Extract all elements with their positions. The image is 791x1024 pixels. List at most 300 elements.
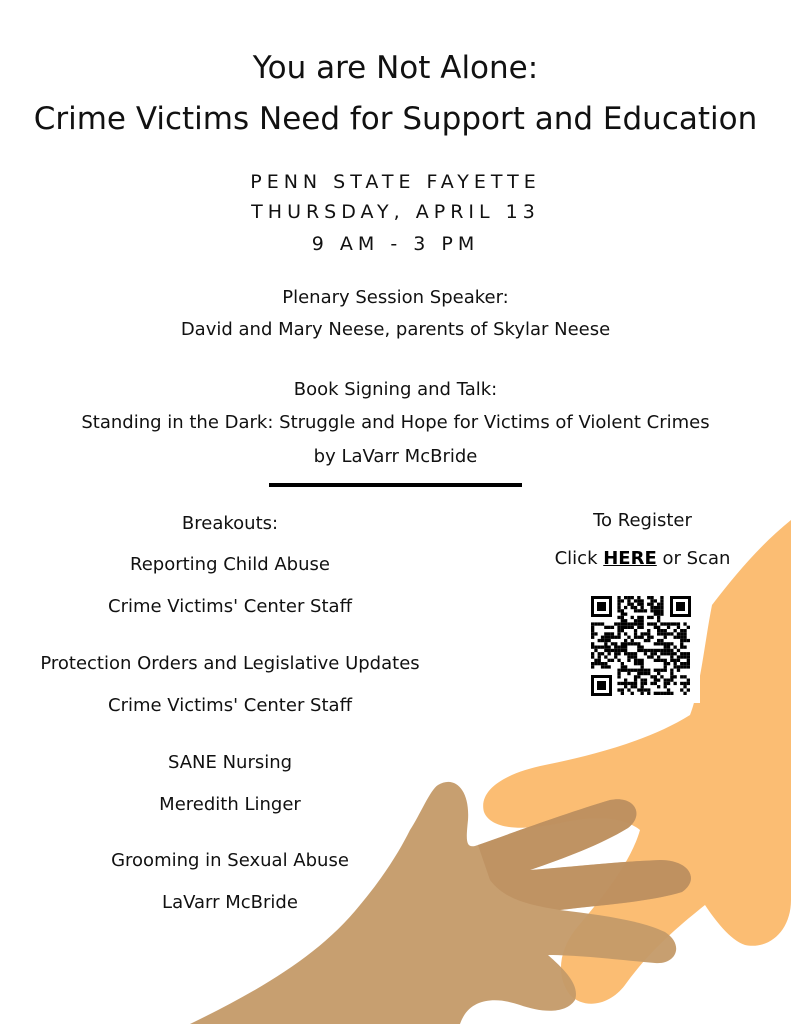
qr-module xyxy=(670,672,673,675)
qr-module xyxy=(634,629,637,632)
qr-module xyxy=(687,688,690,691)
qr-module xyxy=(594,659,597,662)
qr-module xyxy=(624,652,627,655)
qr-module xyxy=(634,619,637,622)
qr-module xyxy=(647,632,650,635)
qr-module xyxy=(637,603,640,606)
qr-module xyxy=(680,642,683,645)
qr-module xyxy=(660,599,663,602)
qr-module xyxy=(657,606,660,609)
qr-module xyxy=(621,629,624,632)
qr-module xyxy=(687,659,690,662)
qr-module xyxy=(624,682,627,685)
qr-module xyxy=(654,659,657,662)
qr-module xyxy=(654,652,657,655)
breakout-topic: Protection Orders and Legislative Updates xyxy=(40,653,420,674)
qr-module xyxy=(634,675,637,678)
qr-module xyxy=(627,596,630,599)
qr-module xyxy=(627,642,630,645)
qr-module xyxy=(644,679,647,682)
qr-module xyxy=(624,669,627,672)
qr-module xyxy=(591,662,594,665)
qr-module xyxy=(621,613,624,616)
qr-module xyxy=(627,672,630,675)
qr-module xyxy=(644,649,647,652)
qr-module xyxy=(641,659,644,662)
register-prefix: Click xyxy=(554,548,604,569)
qr-module xyxy=(624,649,627,652)
qr-module xyxy=(637,619,640,622)
qr-module xyxy=(644,652,647,655)
qr-module xyxy=(598,622,601,625)
qr-module xyxy=(674,675,677,678)
qr-module xyxy=(674,659,677,662)
qr-module xyxy=(604,632,607,635)
qr-module xyxy=(608,646,611,649)
qr-module xyxy=(621,665,624,668)
qr-module xyxy=(611,642,614,645)
qr-module xyxy=(647,669,650,672)
qr-module xyxy=(654,682,657,685)
qr-module xyxy=(657,626,660,629)
qr-module xyxy=(670,632,673,635)
qr-module xyxy=(617,609,620,612)
qr-module xyxy=(624,619,627,622)
qr-module xyxy=(631,669,634,672)
qr-module xyxy=(670,692,673,695)
qr-module xyxy=(604,662,607,665)
qr-module xyxy=(677,655,680,658)
qr-module xyxy=(627,652,630,655)
qr-module xyxy=(624,606,627,609)
qr-module xyxy=(624,685,627,688)
qr-module xyxy=(641,682,644,685)
qr-module xyxy=(657,619,660,622)
qr-module xyxy=(617,675,620,678)
qr-module xyxy=(657,603,660,606)
qr-module xyxy=(617,669,620,672)
qr-module xyxy=(637,596,640,599)
qr-module xyxy=(664,679,667,682)
qr-module xyxy=(674,662,677,665)
qr-module xyxy=(667,688,670,691)
qr-module xyxy=(627,636,630,639)
qr-module xyxy=(674,665,677,668)
qr-module xyxy=(667,646,670,649)
qr-module xyxy=(617,606,620,609)
qr-module xyxy=(641,672,644,675)
qr-module xyxy=(611,659,614,662)
qr-module xyxy=(621,688,624,691)
qr-module xyxy=(627,655,630,658)
qr-module xyxy=(621,622,624,625)
qr-module xyxy=(617,688,620,691)
qr-module xyxy=(687,662,690,665)
qr-module xyxy=(677,665,680,668)
qr-module xyxy=(627,599,630,602)
qr-module xyxy=(621,616,624,619)
qr-module xyxy=(641,619,644,622)
qr-module xyxy=(667,642,670,645)
qr-module xyxy=(617,616,620,619)
qr-module xyxy=(604,626,607,629)
qr-module xyxy=(641,622,644,625)
qr-module xyxy=(664,636,667,639)
qr-module xyxy=(627,682,630,685)
event-time: 9 AM - 3 PM xyxy=(311,233,480,255)
qr-module xyxy=(637,622,640,625)
qr-module xyxy=(667,692,670,695)
qr-module xyxy=(650,616,653,619)
qr-module xyxy=(680,629,683,632)
qr-module xyxy=(687,665,690,668)
qr-module xyxy=(608,665,611,668)
qr-module xyxy=(664,652,667,655)
qr-module xyxy=(647,688,650,691)
qr-module xyxy=(621,662,624,665)
qr-module xyxy=(660,622,663,625)
qr-module xyxy=(611,649,614,652)
qr-module xyxy=(631,682,634,685)
qr-module xyxy=(667,662,670,665)
qr-module xyxy=(644,632,647,635)
qr-module xyxy=(664,665,667,668)
qr-module xyxy=(680,688,683,691)
qr-module xyxy=(674,652,677,655)
qr-module xyxy=(647,692,650,695)
qr-module xyxy=(627,688,630,691)
qr-module xyxy=(657,659,660,662)
qr-module xyxy=(657,632,660,635)
qr-module xyxy=(591,629,594,632)
qr-module xyxy=(647,603,650,606)
qr-module xyxy=(670,622,673,625)
qr-module xyxy=(641,679,644,682)
register-heading: To Register xyxy=(593,510,692,531)
qr-module xyxy=(598,639,601,642)
qr-module xyxy=(650,596,653,599)
qr-module xyxy=(631,692,634,695)
qr-module xyxy=(634,606,637,609)
qr-module xyxy=(683,692,686,695)
qr-module xyxy=(667,632,670,635)
qr-module xyxy=(591,655,594,658)
qr-module xyxy=(657,616,660,619)
qr-module xyxy=(683,655,686,658)
qr-module xyxy=(634,599,637,602)
qr-module xyxy=(654,622,657,625)
qr-module xyxy=(631,596,634,599)
plenary-speaker: David and Mary Neese, parents of Skylar Neese xyxy=(180,319,611,340)
qr-module xyxy=(667,652,670,655)
qr-module xyxy=(664,622,667,625)
qr-module xyxy=(660,675,663,678)
qr-module xyxy=(687,655,690,658)
qr-module xyxy=(641,616,644,619)
qr-module xyxy=(660,632,663,635)
qr-module xyxy=(654,599,657,602)
qr-code-icon[interactable] xyxy=(582,589,700,703)
qr-module xyxy=(617,672,620,675)
qr-module xyxy=(680,636,683,639)
qr-module xyxy=(634,669,637,672)
qr-module xyxy=(624,632,627,635)
qr-module xyxy=(598,659,601,662)
qr-module xyxy=(680,646,683,649)
qr-module xyxy=(647,649,650,652)
qr-module xyxy=(647,596,650,599)
qr-module xyxy=(614,646,617,649)
qr-module xyxy=(621,642,624,645)
qr-module xyxy=(637,649,640,652)
qr-module xyxy=(641,662,644,665)
qr-module xyxy=(601,662,604,665)
qr-module xyxy=(650,652,653,655)
qr-module xyxy=(641,649,644,652)
qr-module xyxy=(650,649,653,652)
qr-module xyxy=(654,642,657,645)
qr-module xyxy=(664,685,667,688)
qr-module xyxy=(608,659,611,662)
qr-module xyxy=(641,646,644,649)
qr-module xyxy=(644,639,647,642)
book-title: Standing in the Dark: Struggle and Hope for Victims of Violent Crimes xyxy=(81,412,710,433)
plenary-heading: Plenary Session Speaker: xyxy=(282,287,509,308)
qr-module xyxy=(650,622,653,625)
qr-module xyxy=(614,642,617,645)
qr-module xyxy=(667,649,670,652)
qr-module xyxy=(657,649,660,652)
breakouts-heading: Breakouts: xyxy=(181,513,279,534)
qr-module xyxy=(670,642,673,645)
qr-module xyxy=(591,636,594,639)
qr-module xyxy=(634,685,637,688)
qr-module xyxy=(617,599,620,602)
qr-module xyxy=(627,659,630,662)
qr-module xyxy=(604,655,607,658)
qr-module xyxy=(624,596,627,599)
qr-module xyxy=(650,636,653,639)
qr-module xyxy=(604,639,607,642)
qr-module xyxy=(641,685,644,688)
qr-module xyxy=(621,609,624,612)
qr-module xyxy=(660,652,663,655)
qr-module xyxy=(680,675,683,678)
qr-module xyxy=(657,679,660,682)
qr-module xyxy=(637,599,640,602)
qr-module xyxy=(617,632,620,635)
qr-module xyxy=(647,616,650,619)
qr-module xyxy=(631,616,634,619)
event-location: PENN STATE FAYETTE xyxy=(250,171,541,193)
qr-module xyxy=(594,662,597,665)
qr-module xyxy=(667,626,670,629)
qr-module xyxy=(631,639,634,642)
qr-module xyxy=(611,626,614,629)
qr-module xyxy=(637,672,640,675)
section-divider xyxy=(269,483,522,487)
qr-module xyxy=(680,665,683,668)
qr-module xyxy=(641,606,644,609)
qr-module xyxy=(647,629,650,632)
qr-module xyxy=(617,596,620,599)
qr-module xyxy=(631,606,634,609)
qr-module xyxy=(614,622,617,625)
qr-module xyxy=(621,646,624,649)
qr-module xyxy=(631,685,634,688)
page-title-line1: You are Not Alone: xyxy=(252,50,539,86)
qr-module xyxy=(664,669,667,672)
breakout-presenter: LaVarr McBride xyxy=(162,892,298,913)
qr-module xyxy=(664,642,667,645)
qr-module xyxy=(660,596,663,599)
breakout-topic: Reporting Child Abuse xyxy=(130,554,330,575)
qr-module xyxy=(614,636,617,639)
qr-module xyxy=(650,606,653,609)
qr-module xyxy=(601,665,604,668)
qr-module xyxy=(670,679,673,682)
qr-module xyxy=(660,669,663,672)
qr-module xyxy=(634,652,637,655)
qr-module xyxy=(667,622,670,625)
qr-module xyxy=(627,603,630,606)
qr-module xyxy=(660,629,663,632)
event-date: THURSDAY, APRIL 13 xyxy=(251,201,540,223)
qr-module xyxy=(644,669,647,672)
qr-module xyxy=(617,652,620,655)
qr-module xyxy=(631,642,634,645)
qr-module xyxy=(604,636,607,639)
qr-module xyxy=(677,632,680,635)
qr-module xyxy=(641,632,644,635)
qr-module xyxy=(670,659,673,662)
qr-module xyxy=(608,649,611,652)
qr-module xyxy=(680,639,683,642)
breakout-topic: SANE Nursing xyxy=(167,752,293,773)
qr-module xyxy=(604,649,607,652)
qr-module xyxy=(677,636,680,639)
qr-module xyxy=(608,626,611,629)
book-heading: Book Signing and Talk: xyxy=(293,379,498,400)
qr-module xyxy=(657,685,660,688)
qr-module xyxy=(683,629,686,632)
qr-module xyxy=(687,639,690,642)
breakout-topic: Grooming in Sexual Abuse xyxy=(111,850,349,871)
qr-module xyxy=(677,622,680,625)
qr-module xyxy=(683,662,686,665)
qr-module xyxy=(614,652,617,655)
qr-module xyxy=(687,652,690,655)
qr-module xyxy=(617,646,620,649)
qr-module xyxy=(657,692,660,695)
qr-module xyxy=(637,646,640,649)
qr-module xyxy=(654,613,657,616)
qr-module xyxy=(627,626,630,629)
qr-module xyxy=(664,649,667,652)
qr-module xyxy=(657,655,660,658)
qr-module xyxy=(664,646,667,649)
qr-module xyxy=(624,679,627,682)
qr-module xyxy=(660,639,663,642)
qr-module xyxy=(634,682,637,685)
qr-module xyxy=(680,632,683,635)
qr-module xyxy=(650,675,653,678)
qr-module xyxy=(677,669,680,672)
qr-module xyxy=(621,619,624,622)
qr-module xyxy=(621,692,624,695)
book-author: by LaVarr McBride xyxy=(313,446,478,467)
qr-module xyxy=(637,642,640,645)
qr-module xyxy=(664,629,667,632)
qr-module xyxy=(657,669,660,672)
qr-module xyxy=(598,655,601,658)
qr-module xyxy=(591,652,594,655)
qr-module xyxy=(641,599,644,602)
qr-module xyxy=(654,669,657,672)
qr-module xyxy=(617,622,620,625)
qr-module xyxy=(657,613,660,616)
qr-module xyxy=(608,632,611,635)
qr-module xyxy=(617,649,620,652)
qr-module xyxy=(634,679,637,682)
qr-module xyxy=(601,652,604,655)
qr-module xyxy=(683,622,686,625)
qr-module xyxy=(624,646,627,649)
qr-module xyxy=(683,685,686,688)
qr-module xyxy=(624,613,627,616)
qr-module xyxy=(660,613,663,616)
qr-module xyxy=(604,646,607,649)
qr-module xyxy=(683,639,686,642)
qr-module xyxy=(664,632,667,635)
qr-module xyxy=(614,649,617,652)
qr-module xyxy=(601,646,604,649)
qr-module xyxy=(644,609,647,612)
qr-module xyxy=(667,679,670,682)
qr-module xyxy=(674,646,677,649)
qr-module xyxy=(687,682,690,685)
qr-module xyxy=(637,662,640,665)
qr-module xyxy=(660,649,663,652)
qr-module xyxy=(594,646,597,649)
qr-module xyxy=(611,636,614,639)
qr-module xyxy=(657,629,660,632)
qr-module xyxy=(650,603,653,606)
qr-module xyxy=(617,629,620,632)
qr-module xyxy=(650,682,653,685)
register-link[interactable]: HERE xyxy=(603,548,657,569)
qr-module xyxy=(624,622,627,625)
qr-module xyxy=(617,659,620,662)
qr-module xyxy=(683,665,686,668)
qr-module xyxy=(641,669,644,672)
qr-module xyxy=(594,622,597,625)
qr-module xyxy=(601,622,604,625)
qr-module xyxy=(634,662,637,665)
qr-module xyxy=(641,603,644,606)
qr-module xyxy=(644,672,647,675)
qr-module xyxy=(621,669,624,672)
qr-module xyxy=(631,603,634,606)
qr-module xyxy=(670,652,673,655)
qr-module xyxy=(624,639,627,642)
qr-module xyxy=(660,609,663,612)
qr-module xyxy=(680,652,683,655)
qr-module xyxy=(683,632,686,635)
qr-module xyxy=(637,688,640,691)
qr-module xyxy=(624,665,627,668)
qr-module xyxy=(634,632,637,635)
